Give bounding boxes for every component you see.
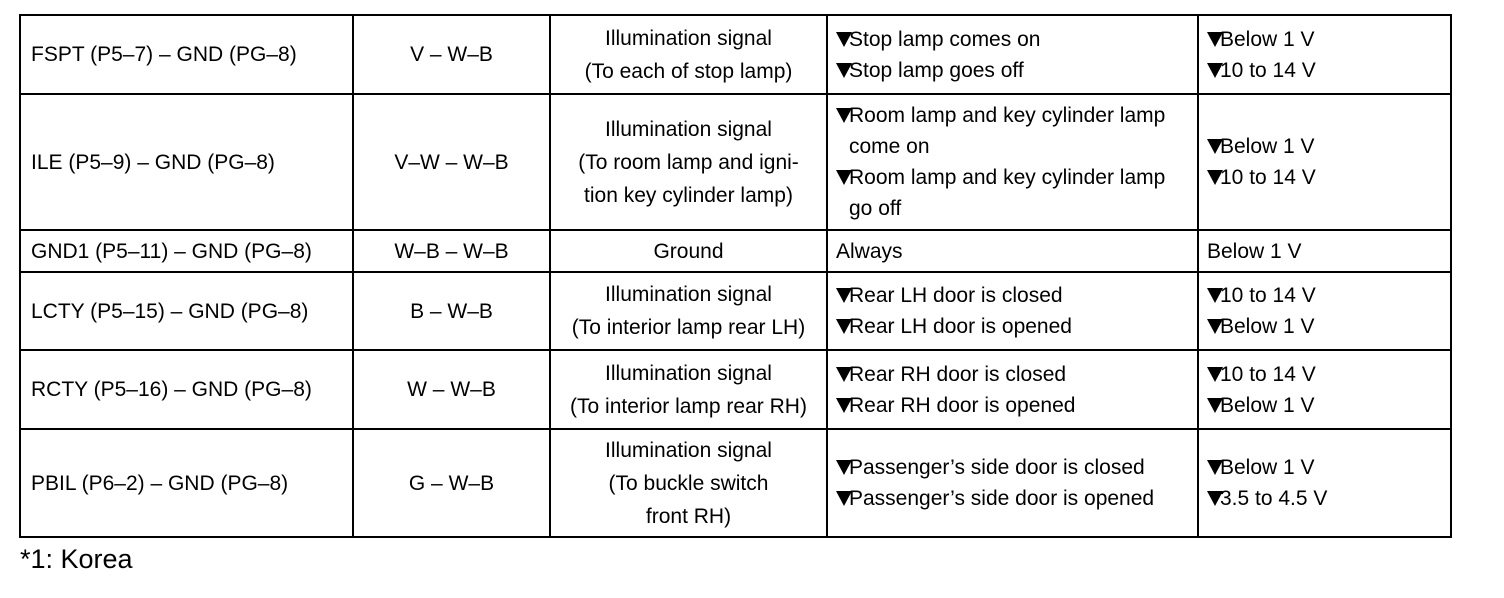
terminal-label: GND1 (P5–11) – GND (PG–8) [31,239,312,263]
specified-condition-cell [1199,273,1452,351]
description-block [572,278,805,344]
terminal-label: FSPT (P5–7) – GND (PG–8) [31,43,297,66]
specified-value: Below 1 V [1220,135,1315,158]
condition-line: Passenger’s side door is closed [849,456,1145,479]
specified-value: Below 1 V [1207,239,1302,263]
bullet-triangle-icon [836,63,852,78]
specified-item [1207,359,1316,390]
specified-list [1207,280,1316,342]
condition-list [836,452,1154,514]
description-line: Illumination signal [605,283,772,306]
terminal-cell [21,231,354,273]
condition-item [836,359,1075,390]
specified-condition-cell [1199,351,1452,430]
specified-value: 10 to 14 V [1220,362,1316,386]
wiring-color-label: W–B – W–B [394,239,509,263]
specified-condition-cell [1199,430,1452,538]
condition-line: go off [849,197,902,220]
bullet-triangle-icon [1207,170,1223,185]
bullet-triangle-icon [836,288,852,303]
specified-list [1207,452,1327,514]
specified-value: Below 1 V [1220,315,1315,338]
condition-item [836,24,1040,55]
wiring-color-label: B – W–B [410,299,493,323]
terminal-label: ILE (P5–9) – GND (PG–8) [31,150,275,174]
description-block [585,22,793,88]
bullet-triangle-icon [836,170,852,185]
description-block [578,113,799,212]
condition-item [836,236,903,267]
description-cell [551,273,828,351]
specified-item [1207,311,1316,342]
specified-value: 10 to 14 V [1220,58,1316,82]
condition-line: Rear RH door is opened [849,393,1076,417]
wiring-color-label: G – W–B [408,471,495,495]
wiring-color-label: V–W – W–B [394,150,509,174]
condition-list [836,280,1072,342]
description-line: (To interior lamp rear RH) [570,394,807,418]
condition-item [836,311,1072,342]
condition-item [836,483,1154,514]
bullet-triangle-icon [1207,32,1223,47]
wiring-color-cell [354,351,551,430]
terminal-label: RCTY (P5–16) – GND (PG–8) [31,378,312,401]
bullet-triangle-icon [1207,460,1223,475]
condition-item [836,452,1154,483]
terminal-cell [21,95,354,231]
description-cell [551,231,828,273]
condition-line: Stop lamp comes on [849,27,1041,51]
description-line: Illumination signal [605,117,772,141]
condition-line: Always [836,239,903,263]
condition-cell [828,95,1199,231]
terminal-label: LCTY (P5–15) – GND (PG–8) [31,299,309,323]
specified-value: 10 to 14 V [1220,284,1316,307]
specified-item [1207,390,1316,421]
terminal-check-table [19,14,1452,538]
condition-item [836,100,1165,162]
bullet-triangle-icon [1207,63,1223,78]
wiring-color-label: W – W–B [407,378,496,401]
condition-item [836,390,1075,421]
terminal-cell [21,430,354,538]
description-cell [551,430,828,538]
wiring-color-cell [354,231,551,273]
wiring-color-label: V – W–B [410,43,493,66]
specified-value: Below 1 V [1220,27,1315,51]
condition-line: Rear LH door is closed [849,284,1063,307]
description-line: (To interior lamp rear LH) [571,316,806,339]
description-line: (To buckle switch [608,471,769,495]
wiring-color-cell [354,430,551,538]
specified-condition-cell [1199,95,1452,231]
condition-item [836,55,1040,86]
condition-cell [828,231,1199,273]
description-line: (To room lamp and igni- [578,150,799,174]
wiring-color-cell [354,95,551,231]
condition-list [836,24,1040,86]
condition-line: come on [849,135,930,158]
description-block [605,434,772,533]
bullet-triangle-icon [1207,398,1223,413]
bullet-triangle-icon [1207,288,1223,303]
condition-line: Room lamp and key cylinder lamp [849,104,1166,127]
description-line: tion key cylinder lamp) [584,183,793,207]
specified-list [1207,131,1316,193]
description-cell [551,16,828,95]
description-cell [551,95,828,231]
specified-condition-cell [1199,231,1452,273]
condition-line: Room lamp and key cylinder lamp [849,166,1166,189]
condition-list [836,359,1075,421]
specified-item [1207,452,1327,483]
condition-line: Passenger’s side door is opened [849,487,1155,510]
terminal-cell [21,273,354,351]
condition-item [836,280,1072,311]
terminal-cell [21,16,354,95]
condition-cell [828,430,1199,538]
specified-value: Below 1 V [1220,393,1315,417]
specified-list [1207,359,1316,421]
terminal-label: PBIL (P6–2) – GND (PG–8) [31,471,289,495]
footnote: *1: Korea [20,544,133,574]
bullet-triangle-icon [1207,491,1223,506]
description-line: Illumination signal [605,438,772,462]
specified-value: 10 to 14 V [1220,166,1316,189]
description-line: Illumination signal [605,26,772,50]
condition-cell [828,351,1199,430]
bullet-triangle-icon [1207,139,1223,154]
bullet-triangle-icon [836,32,852,47]
condition-line: Rear LH door is opened [849,315,1072,338]
specified-item [1207,483,1327,514]
condition-line: Rear RH door is closed [849,362,1067,386]
bullet-triangle-icon [836,367,852,382]
wiring-color-cell [354,16,551,95]
description-line: front RH) [645,504,732,528]
description-line: Illumination signal [605,361,772,385]
specified-list [1207,24,1316,86]
specified-item [1207,24,1316,55]
bullet-triangle-icon [836,460,852,475]
specified-value: 3.5 to 4.5 V [1220,487,1328,510]
bullet-triangle-icon [1207,319,1223,334]
specified-item [1207,131,1316,162]
condition-cell [828,273,1199,351]
terminal-cell [21,351,354,430]
description-line: Ground [653,239,724,263]
condition-cell [828,16,1199,95]
specified-item [1207,55,1316,86]
description-block [570,357,807,423]
specified-condition-cell [1199,16,1452,95]
bullet-triangle-icon [836,398,852,413]
description-cell [551,351,828,430]
bullet-triangle-icon [836,319,852,334]
condition-item [836,162,1165,224]
condition-list [836,100,1165,224]
description-line: (To each of stop lamp) [584,59,793,83]
specified-value: Below 1 V [1220,456,1315,479]
bullet-triangle-icon [1207,367,1223,382]
bullet-triangle-icon [836,108,852,123]
bullet-triangle-icon [836,491,852,506]
wiring-color-cell [354,273,551,351]
description-block [653,236,723,267]
specified-item [1207,162,1316,193]
condition-line: Stop lamp goes off [849,58,1024,82]
specified-item [1207,236,1302,267]
specified-item [1207,280,1316,311]
